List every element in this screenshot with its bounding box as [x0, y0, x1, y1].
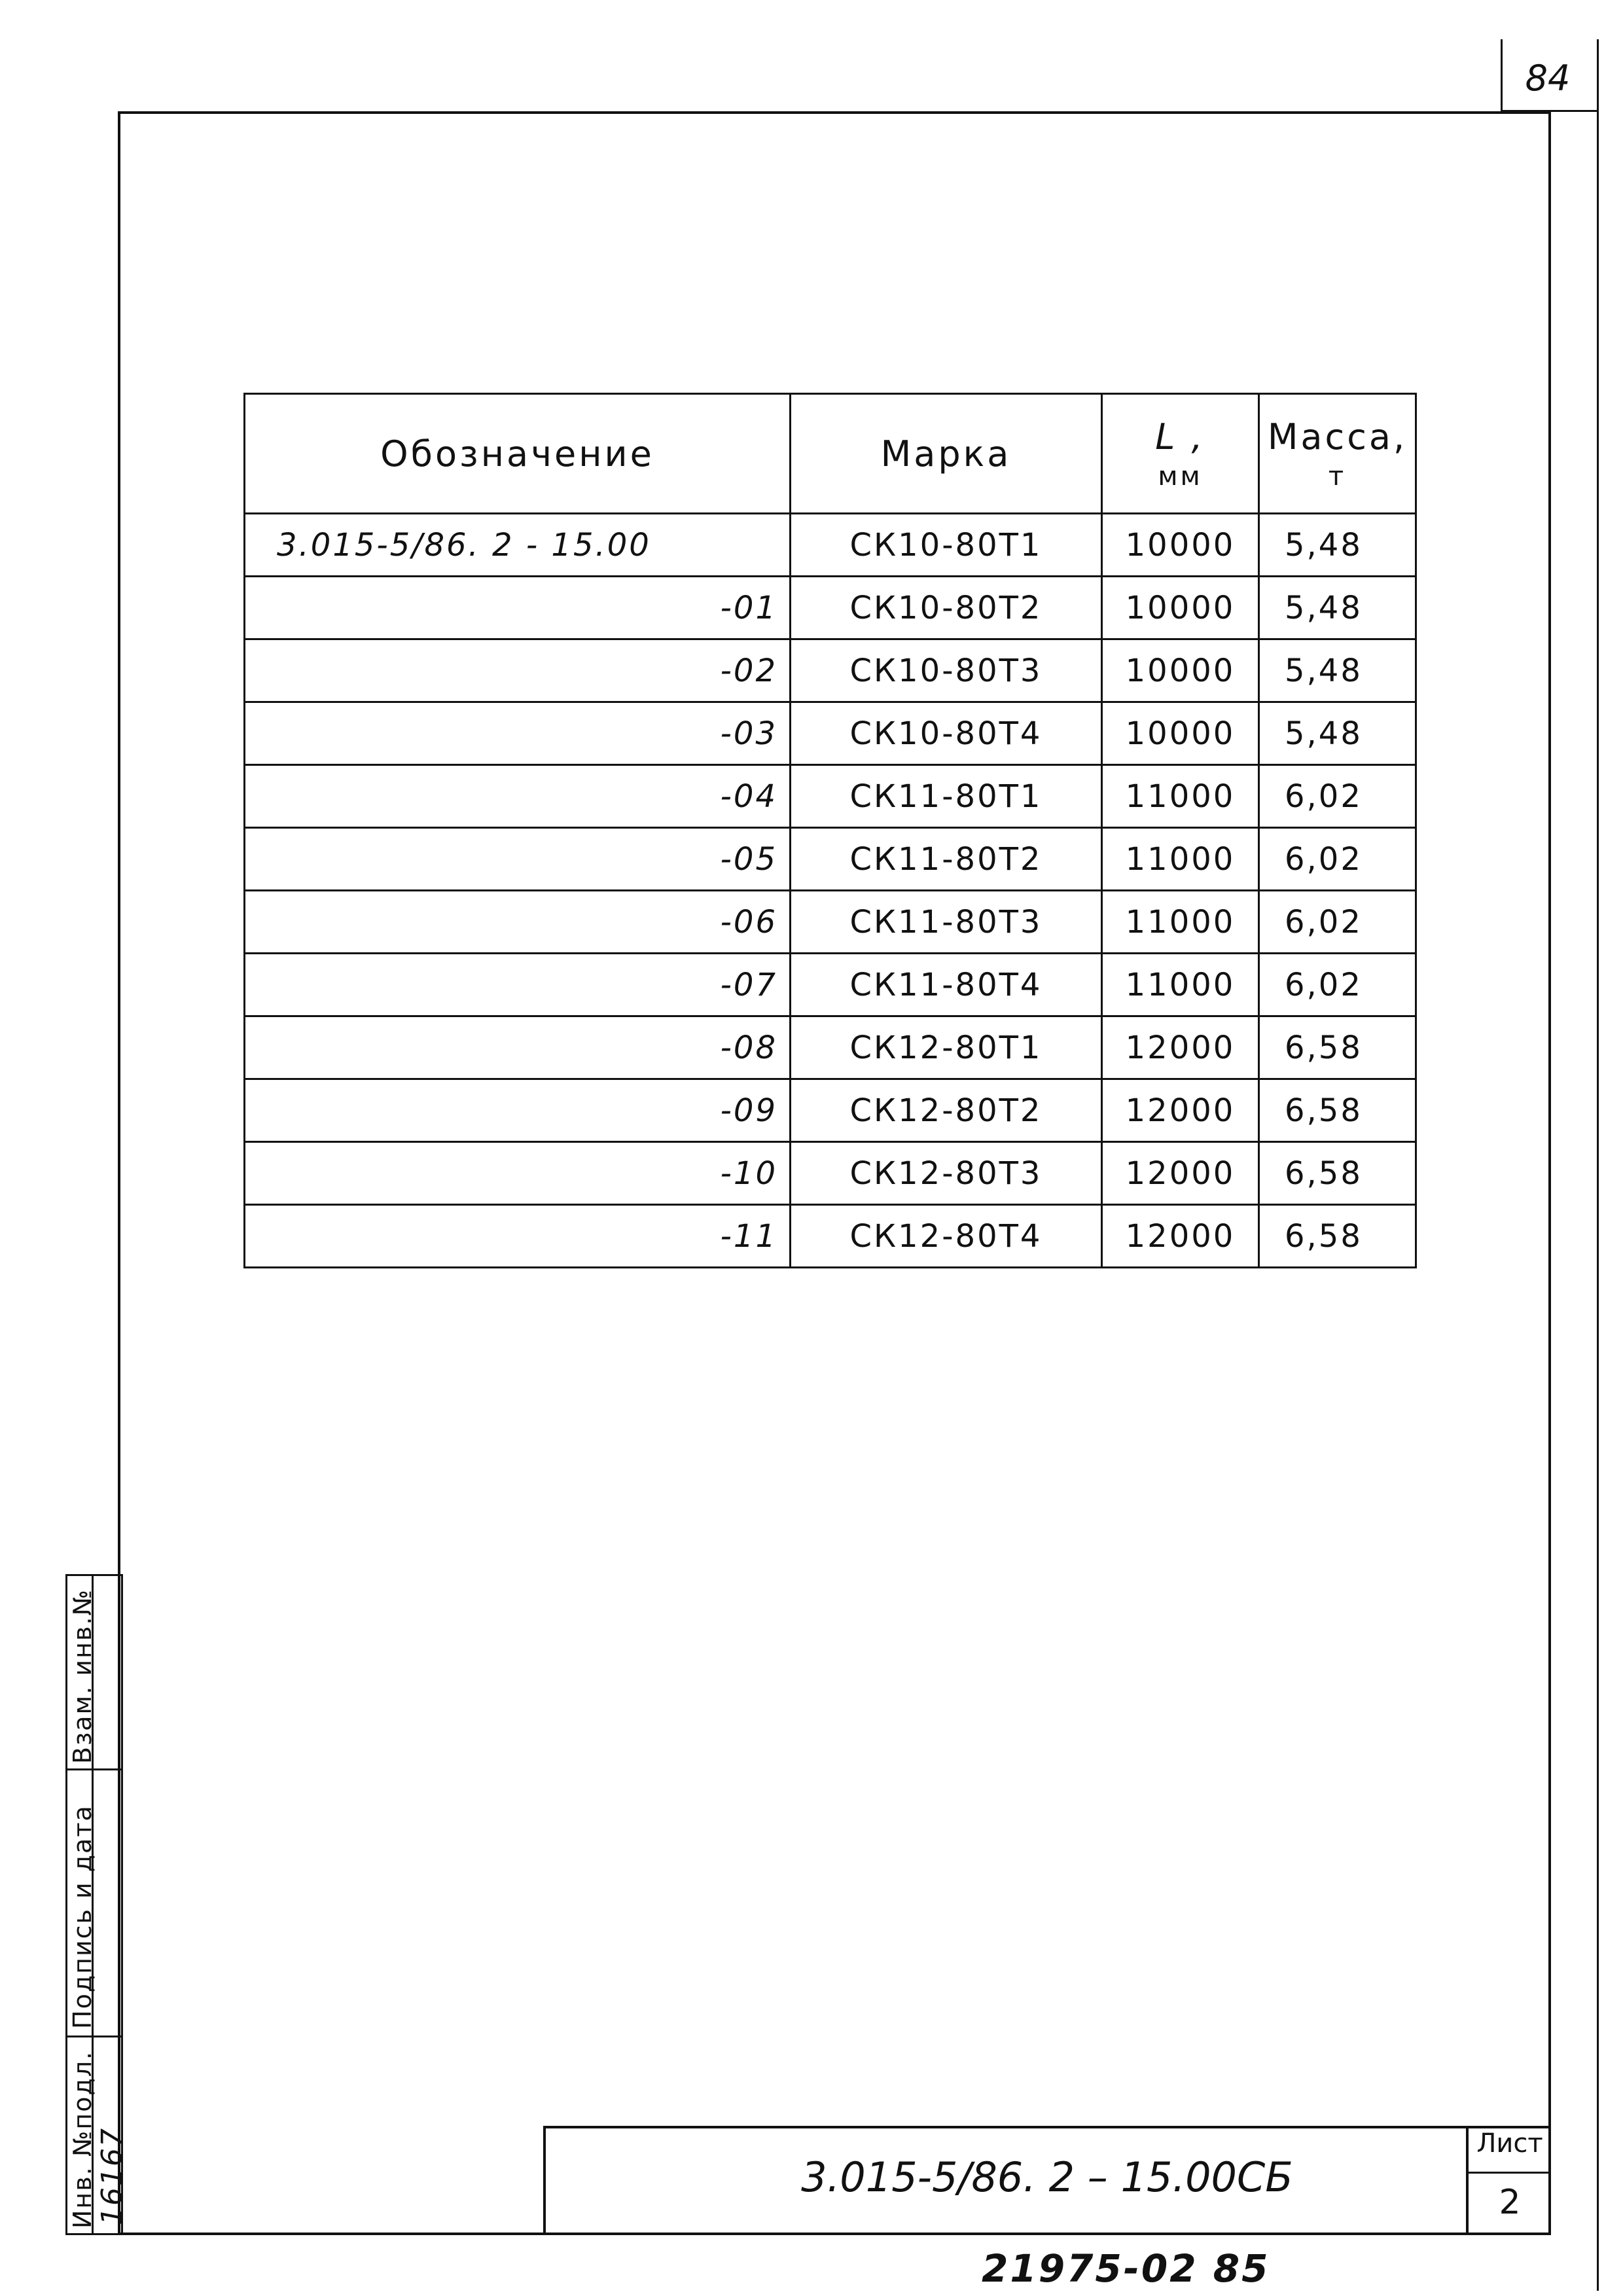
cell-length: 12000	[1102, 1142, 1259, 1205]
cell-mark: СК10-80Т1	[791, 514, 1102, 577]
table-row	[245, 1016, 1416, 1079]
sheet-label: Лист	[1476, 2128, 1543, 2159]
cell-length: 10000	[1102, 577, 1259, 639]
cell-length: 10000	[1102, 702, 1259, 765]
cell-length: 12000	[1102, 1205, 1259, 1268]
table-row	[245, 891, 1416, 954]
cell-length: 10000	[1102, 639, 1259, 702]
header-length-label: L ,	[1155, 416, 1205, 457]
cell-mass: 6,02	[1259, 828, 1416, 891]
cell-mass: 5,48	[1259, 577, 1416, 639]
cell-mark: СК11-80Т3	[791, 891, 1102, 954]
cell-length: 11000	[1102, 954, 1259, 1016]
cell-mass: 5,48	[1259, 702, 1416, 765]
table-row	[245, 1142, 1416, 1205]
table-row	[245, 954, 1416, 1016]
cell-designation: 3.015-5/86. 2 - 15.00	[245, 514, 791, 577]
side-stamp-divider	[65, 1768, 123, 1770]
cell-length: 10000	[1102, 514, 1259, 577]
cell-designation: -09	[245, 1079, 791, 1142]
cell-mass: 6,58	[1259, 1016, 1416, 1079]
table-row	[245, 1079, 1416, 1142]
cell-designation: -08	[245, 1016, 791, 1079]
cell-mark: СК11-80Т1	[791, 765, 1102, 828]
cell-mark: СК12-80Т1	[791, 1016, 1102, 1079]
cell-length: 11000	[1102, 891, 1259, 954]
cell-mass: 6,58	[1259, 1079, 1416, 1142]
side-stamp-divider	[65, 2036, 123, 2037]
cell-mark: СК10-80Т2	[791, 577, 1102, 639]
header-designation: Обозначение	[245, 394, 791, 514]
cell-length: 12000	[1102, 1079, 1259, 1142]
sheet-number: 2	[1499, 2183, 1521, 2222]
cell-mark: СК11-80Т4	[791, 954, 1102, 1016]
cell-length: 12000	[1102, 1016, 1259, 1079]
header-mark: Марка	[791, 394, 1102, 514]
cell-designation: -04	[245, 765, 791, 828]
table-row	[245, 639, 1416, 702]
page-number-border	[1501, 39, 1503, 113]
cell-mark: СК10-80Т4	[791, 702, 1102, 765]
table-row	[245, 702, 1416, 765]
archive-number: 21975-02 85	[982, 2246, 1270, 2291]
cell-length: 11000	[1102, 765, 1259, 828]
cell-designation: -10	[245, 1142, 791, 1205]
header-length-unit: мм	[1158, 461, 1203, 492]
table-row	[245, 765, 1416, 828]
signature-date-label: Подпись и дата	[68, 1804, 97, 2029]
cell-mark: СК11-80Т2	[791, 828, 1102, 891]
replacement-inv-label: Взам. инв.№	[68, 1588, 97, 1764]
cell-designation: -11	[245, 1205, 791, 1268]
header-mass-unit: т	[1328, 461, 1347, 492]
cell-mass: 6,58	[1259, 1205, 1416, 1268]
document-code: 3.015-5/86. 2 – 15.00СБ	[801, 2153, 1293, 2201]
cell-length: 11000	[1102, 828, 1259, 891]
inv-original-value: 16167	[96, 2127, 129, 2225]
inv-original-label: Инв. №подл.	[68, 2050, 97, 2229]
header-mass-label: Масса,	[1267, 416, 1408, 457]
header-length	[1102, 394, 1259, 514]
cell-designation: -02	[245, 639, 791, 702]
title-block-sheet-divider-horizontal	[1466, 2172, 1551, 2174]
cell-designation: -03	[245, 702, 791, 765]
cell-mark: СК10-80Т3	[791, 639, 1102, 702]
table-row	[245, 577, 1416, 639]
table-header-row	[245, 394, 1416, 514]
cell-designation: -06	[245, 891, 791, 954]
cell-mark: СК12-80Т2	[791, 1079, 1102, 1142]
specification-table	[243, 393, 1417, 1268]
table-row	[245, 514, 1416, 577]
table-row	[245, 828, 1416, 891]
cell-designation: -05	[245, 828, 791, 891]
cell-mass: 5,48	[1259, 639, 1416, 702]
cell-mass: 6,02	[1259, 891, 1416, 954]
cell-mark: СК12-80Т3	[791, 1142, 1102, 1205]
page-number: 84	[1525, 58, 1571, 99]
cell-mass: 6,58	[1259, 1142, 1416, 1205]
cell-mark: СК12-80Т4	[791, 1205, 1102, 1268]
cell-mass: 6,02	[1259, 954, 1416, 1016]
table-row	[245, 1205, 1416, 1268]
header-mass	[1259, 394, 1416, 514]
cell-designation: -07	[245, 954, 791, 1016]
cell-mass: 5,48	[1259, 514, 1416, 577]
cell-mass: 6,02	[1259, 765, 1416, 828]
right-margin-line	[1597, 39, 1599, 2291]
cell-designation: -01	[245, 577, 791, 639]
